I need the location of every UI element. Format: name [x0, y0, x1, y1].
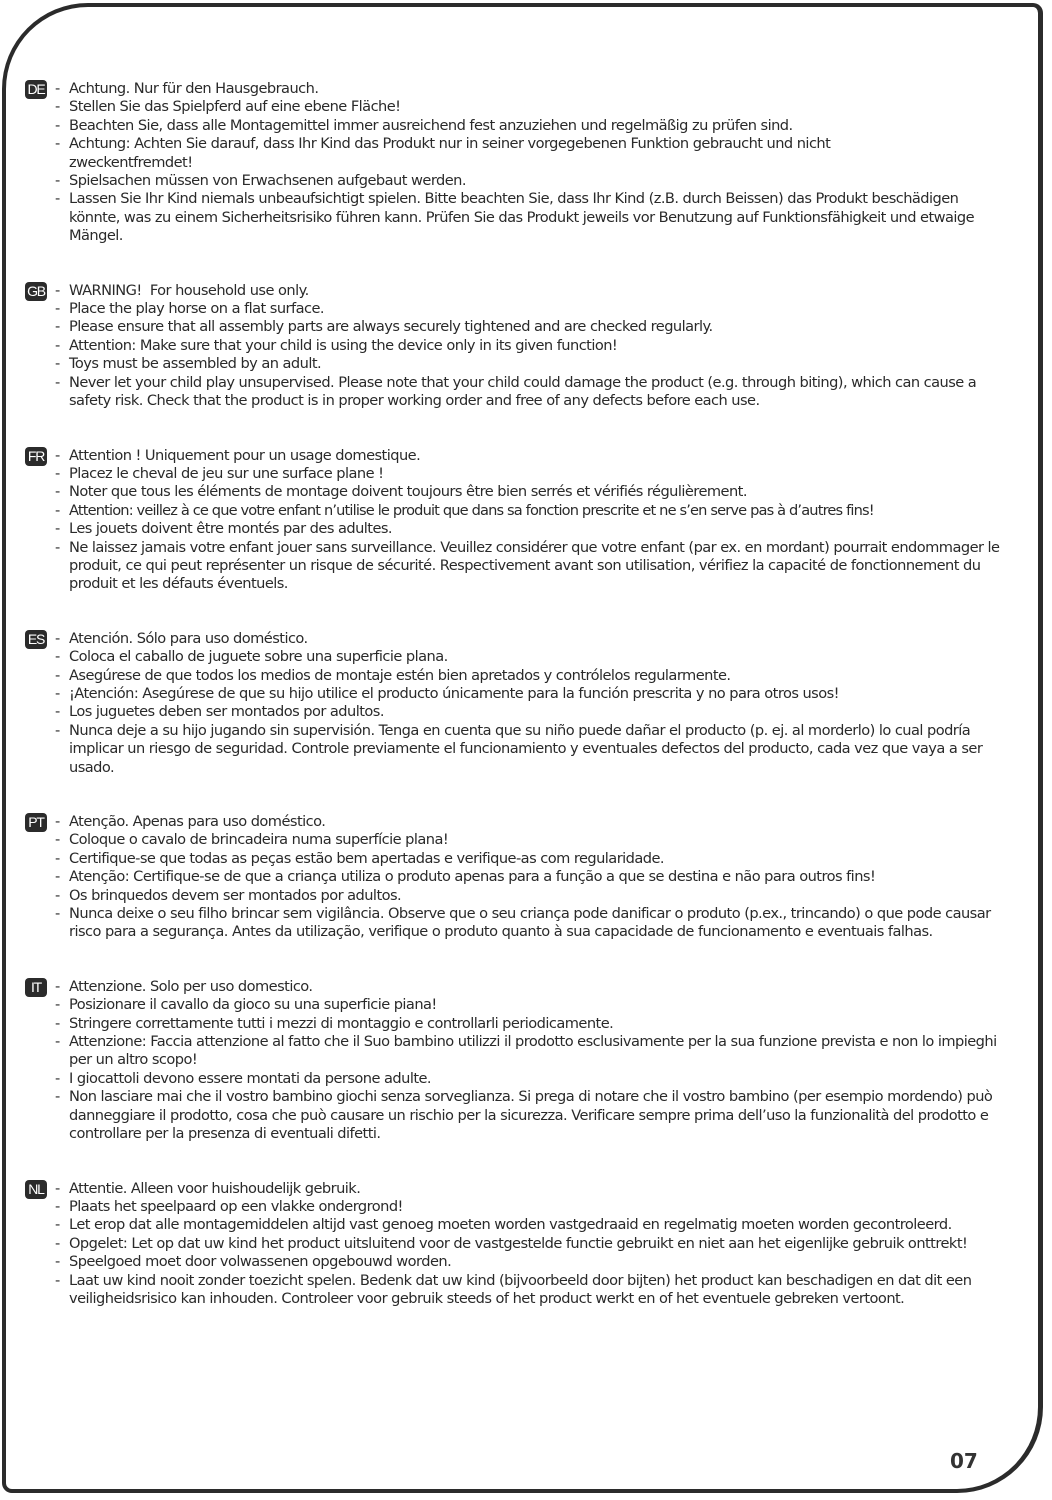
language-badge-nl: NL	[25, 1180, 47, 1199]
list-item: - Achtung. Nur für den Hausgebrauch.	[55, 80, 1025, 98]
list-item: - Let erop dat alle montagemiddelen altijd vast genoeg moeten worden vastgedraaid en regelmatig moeten worden gecontroleerd.	[55, 1216, 969, 1234]
list-item: - Os brinquedos devem ser montados por adultos.	[55, 887, 1025, 905]
list-item: - Laat uw kind nooit zonder toezicht spelen. Bedenk dat uw kind (bijvoorbeeld door bijten) het product kan beschadigen en dat dit een veiligheidsrisico kan inhouden. Controleer voor gebruik steeds of het product werkt en of het eventuele gebreken vertoont.	[55, 1272, 1014, 1309]
list-item: - Attention: veillez à ce que votre enfant n’utilise le produit que dans sa fonction prescrite et ne s’en serve pas à d’autres fins!	[55, 502, 1025, 520]
section-pt	[25, 813, 1025, 942]
page-number: 07	[950, 1449, 978, 1473]
list-item: - WARNING! For household use only.	[55, 282, 1025, 300]
list-item: - Atenção. Apenas para uso doméstico.	[55, 813, 1025, 831]
list-item: - Placez le cheval de jeu sur une surface plane !	[55, 465, 1025, 483]
list-item: - Opgelet: Let op dat uw kind het product uitsluitend voor de vastgestelde functie gebruikt en niet aan het eigenlijke gebruik onttrekt!	[55, 1235, 1029, 1253]
section-gb	[25, 282, 1025, 411]
language-badge-gb: GB	[25, 282, 47, 301]
list-item: - ¡Atención: Asegúrese de que su hijo utilice el producto únicamente para la función prescrita y no para otros usos!	[55, 685, 1025, 703]
list-item: - Les jouets doivent être montés par des adultes.	[55, 520, 1025, 538]
section-fr	[25, 447, 1025, 594]
list-item: - Toys must be assembled by an adult.	[55, 355, 1025, 373]
language-badge-es: ES	[25, 630, 47, 649]
list-item: - Beachten Sie, dass alle Montagemittel immer ausreichend fest anzuziehen und regelmäßig zu prüfen sind.	[55, 117, 1025, 135]
list-item: - I giocattoli devono essere montati da persone adulte.	[55, 1070, 1025, 1088]
list-item: - Lassen Sie Ihr Kind niemals unbeaufsichtigt spielen. Bitte beachten Sie, dass Ihr Kind (z.B. durch Beissen) das Produkt beschädigen könnte, was zu einem Sicherheitsrisiko führen kann. Prüfen Sie das Produkt jeweils vor Benutzung auf Funktionsfähigkeit und etwaige Mängel.	[55, 190, 989, 245]
list-item: - Plaats het speelpaard op een vlakke ondergrond!	[55, 1198, 1025, 1216]
list-item: - Non lasciare mai che il vostro bambino giochi senza sorveglianza. Si prega di notare che il vostro bambino (per esempio mordendo) può danneggiare il prodotto, cosa che può causare un rischio per la sicurezza. Verificare sempre prima dell’uso la funzionalità del prodotto e controllare per la presenza di eventuali difetti.	[55, 1088, 1024, 1143]
list-item: - Atenção: Certifique-se de que a criança utiliza o produto apenas para a função a que se destina e não para outros fins!	[55, 868, 1025, 886]
list-item: - Please ensure that all assembly parts are always securely tightened and are checked regularly.	[55, 318, 1025, 336]
list-item: - Asegúrese de que todos los medios de montaje estén bien apretados y contrólelos regularmente.	[55, 667, 1025, 685]
list-item: - Attentie. Alleen voor huishoudelijk gebruik.	[55, 1180, 1025, 1198]
language-badge-de: DE	[25, 80, 47, 99]
list-item: - Atención. Sólo para uso doméstico.	[55, 630, 1025, 648]
list-item: - Noter que tous les éléments de montage doivent toujours être bien serrés et vérifiés régulièrement.	[55, 483, 1025, 501]
list-item: - Never let your child play unsupervised. Please note that your child could damage the product (e.g. through biting), which can cause a safety risk. Check that the product is in proper working order and free of any defects before each use.	[55, 374, 1004, 411]
section-nl	[25, 1180, 1025, 1309]
list-item: - Spielsachen müssen von Erwachsenen aufgebaut werden.	[55, 172, 1025, 190]
list-item: - Attenzione. Solo per uso domestico.	[55, 978, 1025, 996]
list-item: - Nunca deixe o seu filho brincar sem vigilância. Observe que o seu criança pode danificar o produto (p.ex., trincando) o que pode causar risco para a segurança. Antes da utilização, verifique o produto quanto à sua capacidade de funcionamento e eventuais falhas.	[55, 905, 1024, 942]
language-badge-it: IT	[25, 978, 47, 997]
list-item: - Nunca deje a su hijo jugando sin supervisión. Tenga en cuenta que su niño puede dañar el producto (p. ej. al morderlo) lo cual podría implicar un riesgo de seguridad. Controle previamente el funcionamiento y eventuales defectos del producto, cada vez que vaya a ser usado.	[55, 722, 1004, 777]
section-it	[25, 978, 1025, 1144]
list-item: - Attention: Make sure that your child is using the device only in its given function!	[55, 337, 1025, 355]
list-item: - Attenzione: Faccia attenzione al fatto che il Suo bambino utilizzi il prodotto esclusivamente per la sua funzione prevista e non lo impieghi per un altro scopo!	[55, 1033, 1009, 1070]
list-item: - Stellen Sie das Spielpferd auf eine ebene Fläche!	[55, 98, 1025, 116]
list-item: - Speelgoed moet door volwassenen opgebouwd worden.	[55, 1253, 1025, 1271]
list-item: - Stringere correttamente tutti i mezzi di montaggio e controllarli periodicamente.	[55, 1015, 1025, 1033]
list-item: - Certifique-se que todas as peças estão bem apertadas e verifique-as com regularidade.	[55, 850, 1025, 868]
language-badge-pt: PT	[25, 813, 47, 832]
list-item: - Coloque o cavalo de brincadeira numa superfície plana!	[55, 831, 1025, 849]
list-item: - Attention ! Uniquement pour un usage domestique.	[55, 447, 1025, 465]
list-item: - Coloca el caballo de juguete sobre una superficie plana.	[55, 648, 1025, 666]
list-item: - Achtung: Achten Sie darauf, dass Ihr Kind das Produkt nur in seiner vorgegebenen Funktion gebraucht und nicht zweckentfremdet!	[55, 135, 949, 172]
list-item: - Los juguetes deben ser montados por adultos.	[55, 703, 1025, 721]
language-badge-fr: FR	[25, 447, 47, 466]
list-item: - Posizionare il cavallo da gioco su una superficie piana!	[55, 996, 1025, 1014]
section-de	[25, 80, 1025, 246]
section-es	[25, 630, 1025, 777]
safety-instructions	[25, 80, 1025, 1308]
list-item: - Place the play horse on a flat surface.	[55, 300, 1025, 318]
list-item: - Ne laissez jamais votre enfant jouer sans surveillance. Veuillez considérer que votre enfant (par ex. en mordant) pourrait endommager le produit, ce qui peut représenter un risque de sécurité. Respectivement avant son utilisation, vérifiez la capacité de fonctionnement du produit et les défauts éventuels.	[55, 539, 1004, 594]
